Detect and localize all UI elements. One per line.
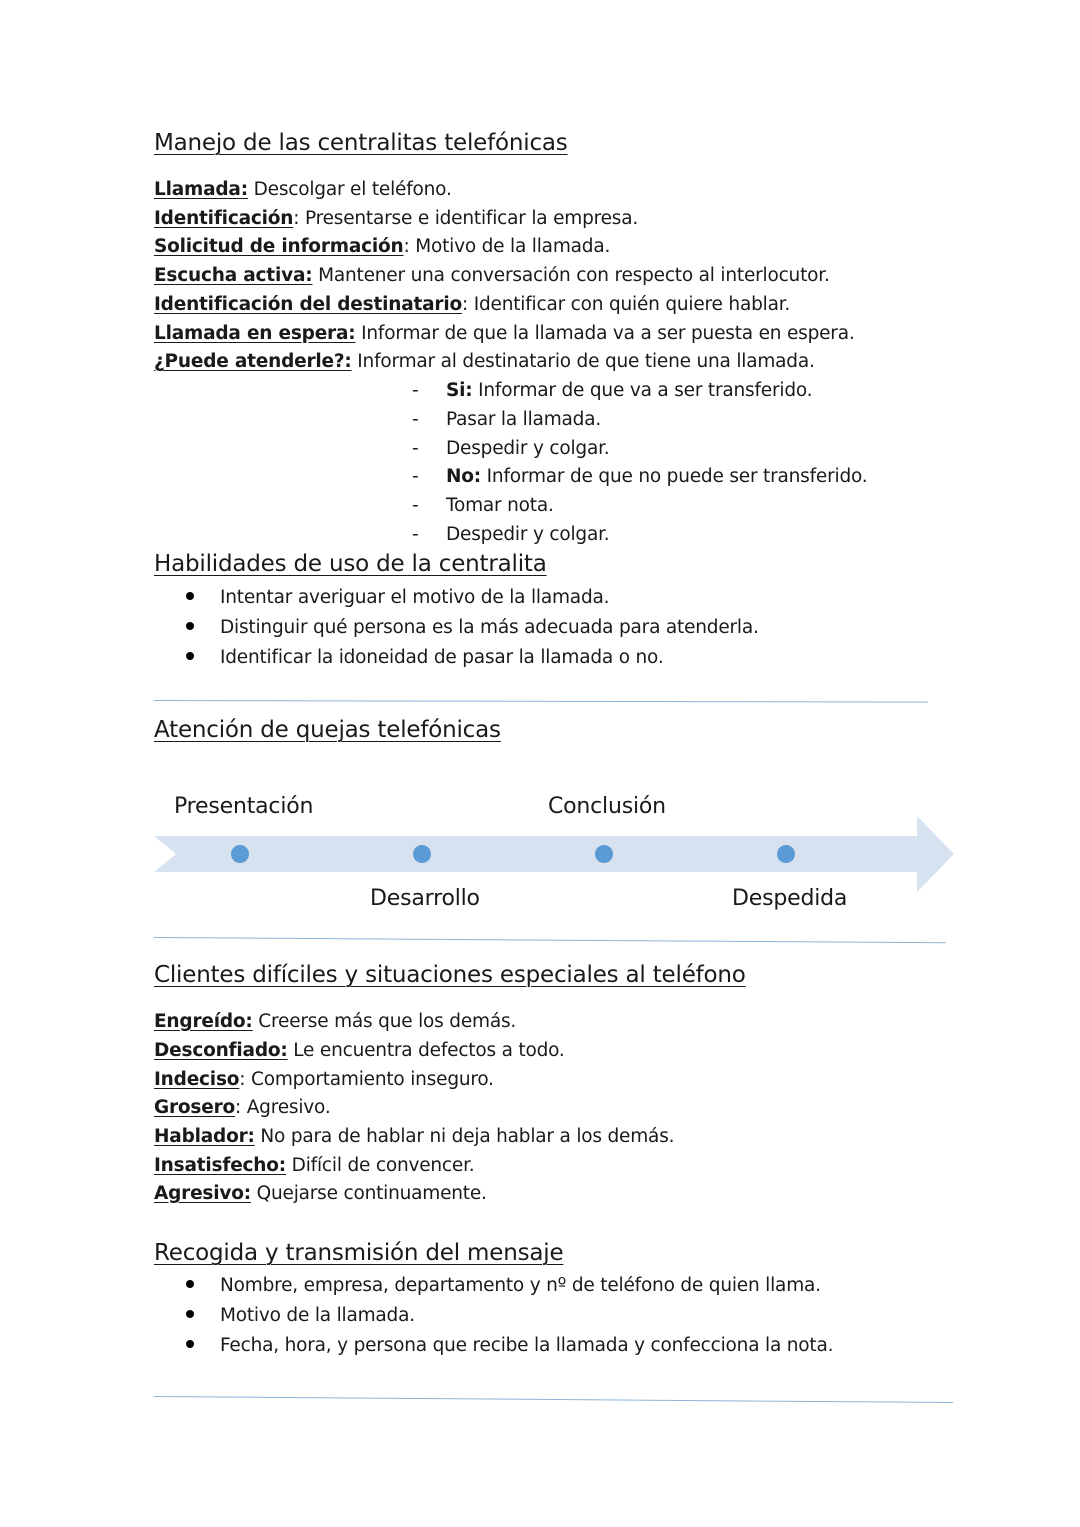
bullet-item (186, 616, 759, 640)
definition-text: : Motivo de la llamada. (403, 236, 611, 257)
stage-label-desarrollo: Desarrollo (370, 886, 480, 911)
timeline-arrow (154, 816, 954, 892)
stage-label-despedida: Despedida (732, 886, 848, 911)
definition-text: Quejarse continuamente. (250, 1183, 487, 1204)
definition-line (154, 350, 815, 374)
section-title-mensaje: Recogida y transmisión del mensaje (154, 1240, 564, 1266)
dash-item-text: Despedir y colgar. (446, 438, 610, 459)
section-title-habilidades: Habilidades de uso de la centralita (154, 551, 547, 577)
definition-line (154, 1039, 565, 1063)
definition-term: Engreído: (154, 1011, 253, 1032)
definition-line (154, 178, 452, 202)
dash-item-text: Informar de que va a ser transferido. (472, 380, 813, 401)
definition-line (154, 235, 610, 259)
definition-term: Desconfiado: (154, 1040, 288, 1061)
definition-text: Informar de que la llamada va a ser puesta en espera. (355, 323, 855, 344)
definition-line (154, 207, 638, 231)
definition-term: ¿Puede atenderle?: (154, 351, 352, 372)
stage-label-conclusion: Conclusión (548, 794, 666, 819)
definition-line (154, 1068, 494, 1092)
definition-term: Indeciso (154, 1069, 240, 1090)
definition-line (154, 1096, 331, 1120)
dash-item-text: Despedir y colgar. (446, 524, 610, 545)
divider (154, 700, 928, 703)
dash-list-item (412, 408, 601, 432)
definition-text: Mantener una conversación con respecto al interlocutor. (312, 265, 830, 286)
section-title-quejas: Atención de quejas telefónicas (154, 717, 501, 743)
bullet-dot (186, 592, 194, 600)
definition-term: Llamada en espera: (154, 323, 356, 344)
definition-text: : Identificar con quién quiere hablar. (462, 294, 791, 315)
bullet-text: Nombre, empresa, departamento y nº de teléfono de quien llama. (220, 1275, 821, 1296)
definition-text: : Comportamiento inseguro. (239, 1069, 494, 1090)
bullet-text: Distinguir qué persona es la más adecuada para atenderla. (220, 617, 759, 638)
timeline-dot-conclusion (595, 845, 613, 863)
bullet-item (186, 646, 664, 670)
definition-text: Informar al destinatario de que tiene una llamada. (351, 351, 815, 372)
dash-marker: - (412, 524, 419, 545)
definition-term: Identificación del destinatario (154, 294, 463, 315)
definition-term: Escucha activa: (154, 265, 313, 286)
dash-item-text: Informar de que no puede ser transferido. (481, 466, 868, 487)
timeline-dot-presentacion (231, 845, 249, 863)
timeline-dot-despedida (777, 845, 795, 863)
dash-item-text: Tomar nota. (446, 495, 554, 516)
dash-marker: - (412, 380, 419, 401)
bullet-dot (186, 622, 194, 630)
dash-item-text: Pasar la llamada. (446, 409, 602, 430)
dash-list-item (412, 465, 867, 489)
definition-text: Le encuentra defectos a todo. (287, 1040, 565, 1061)
dash-marker: - (412, 409, 419, 430)
bullet-text: Fecha, hora, y persona que recibe la llamada y confecciona la nota. (220, 1335, 834, 1356)
timeline-dot-desarrollo (413, 845, 431, 863)
bullet-dot (186, 1280, 194, 1288)
section-title-clientes: Clientes difíciles y situaciones especiales al teléfono (154, 962, 746, 988)
timeline-arrow-shape (154, 816, 954, 892)
definition-term: Llamada: (154, 179, 248, 200)
dash-item-bold: No: (446, 466, 481, 487)
bullet-dot (186, 652, 194, 660)
divider (154, 1396, 953, 1403)
definition-text: : Agresivo. (235, 1097, 331, 1118)
dash-marker: - (412, 466, 419, 487)
definition-line (154, 1125, 674, 1149)
definition-line (154, 322, 855, 346)
stage-label-presentacion: Presentación (174, 794, 314, 819)
definition-line (154, 1182, 487, 1206)
bullet-text: Identificar la idoneidad de pasar la llamada o no. (220, 647, 664, 668)
bullet-text: Intentar averiguar el motivo de la llamada. (220, 587, 610, 608)
bullet-item (186, 586, 609, 610)
dash-item-bold: Si: (446, 380, 473, 401)
definition-text: No para de hablar ni deja hablar a los demás. (254, 1126, 675, 1147)
dash-list-item (412, 523, 610, 547)
dash-list-item (412, 437, 610, 461)
section-title-centralitas: Manejo de las centralitas telefónicas (154, 130, 568, 156)
definition-text: Creerse más que los demás. (252, 1011, 517, 1032)
dash-marker: - (412, 495, 419, 516)
definition-line (154, 264, 830, 288)
bullet-item (186, 1304, 415, 1328)
definition-term: Agresivo: (154, 1183, 251, 1204)
dash-list-item (412, 494, 554, 518)
definition-line (154, 293, 790, 317)
definition-line (154, 1010, 516, 1034)
bullet-dot (186, 1340, 194, 1348)
bullet-dot (186, 1310, 194, 1318)
definition-text: Descolgar el teléfono. (247, 179, 452, 200)
dash-list-item (412, 379, 812, 403)
definition-text: Difícil de convencer. (286, 1155, 475, 1176)
bullet-text: Motivo de la llamada. (220, 1305, 415, 1326)
definition-term: Solicitud de información (154, 236, 404, 257)
definition-term: Grosero (154, 1097, 236, 1118)
dash-marker: - (412, 438, 419, 459)
bullet-item (186, 1334, 833, 1358)
definition-term: Hablador: (154, 1126, 255, 1147)
bullet-item (186, 1274, 821, 1298)
definition-term: Identificación (154, 208, 294, 229)
divider (154, 937, 946, 943)
definition-term: Insatisfecho: (154, 1155, 286, 1176)
definition-line (154, 1154, 474, 1178)
definition-text: : Presentarse e identificar la empresa. (293, 208, 639, 229)
